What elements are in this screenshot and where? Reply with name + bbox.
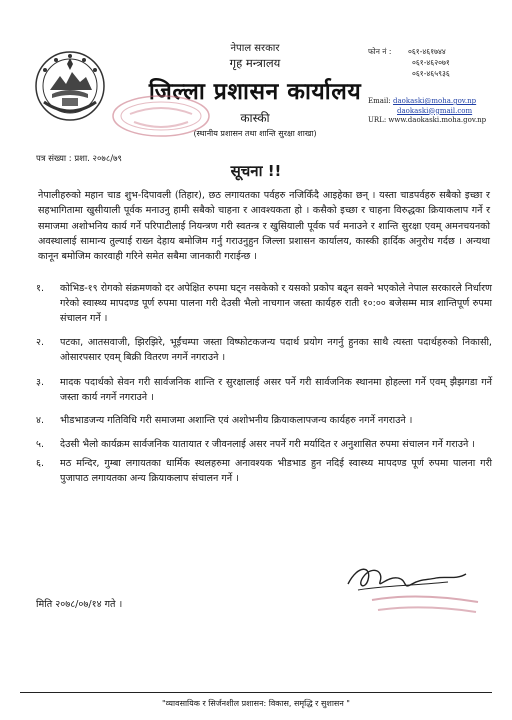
item-text: भीडभाडजन्य गतिविधि गरी समाजमा अशान्ति एवं अशोभनीय क्रियाकलापजन्य कार्यहरु नगर्ने नगराउने । [60, 415, 413, 427]
url-label: URL: [368, 116, 387, 124]
footer-slogan: "व्यावसायिक र सिर्जनशील प्रशासन: विकास, समृद्धि र सुशासन " [162, 699, 350, 708]
item-number: २. [36, 336, 45, 348]
item-number: ४. [36, 415, 45, 427]
item-number: ५. [36, 438, 45, 450]
list-item [36, 413, 492, 428]
footer-divider [20, 692, 492, 693]
nepal-emblem-icon [34, 50, 106, 122]
officer-signature-icon [338, 556, 488, 616]
instruction-list [36, 281, 492, 486]
phone-3: ०६१-४६५९३६ [412, 69, 450, 78]
office-name: जिल्ला प्रशासन कार्यालय [148, 79, 362, 105]
item-text: पटका, आतसवाजी, झिरझिरे, भूईंचम्पा जस्ता विष्फोटकजन्य पदार्थ प्रयोग नगर्नु हुनका साथै त्यस्ता पदार्थहरुको निकासी, ओसारपसार एवम् बिक्री वितरण नगर्ने नगराउने । [60, 336, 492, 363]
phone-1: ०६१-४६१७४४ [408, 47, 446, 56]
item-text: कोभिड-१९ रोगको संक्रमणको दर अपेक्षित रुपमा घट्न नसकेको र यसको प्रकोप बढ्न सक्ने भएकोले नेपाल सरकारले निर्धारण गरेको स्वास्थ्य मापदण्ड पूर्ण रुपमा पालना गरी देउसी भैलो नाचगान जस्ता कार्यहरु राती १०:०० बजेसम्म मात्र शान्तिपूर्ण रुपमा संचालन गर्ने । [60, 283, 492, 325]
contact-info [368, 46, 508, 126]
government-name: नेपाल सरकार [230, 43, 280, 54]
item-text: देउसी भैलो कार्यक्रम सार्वजनिक यातायात र जीवनलाई असर नपर्ने गरी मर्यादित र अनुशासित रुपमा संचालन गर्ने गराउने । [60, 438, 475, 450]
district-name: कास्की [240, 111, 270, 125]
list-item [36, 375, 492, 405]
section-name: (स्थानीय प्रशासन तथा शान्ति सुरक्षा शाखा) [193, 129, 317, 138]
reference-number: पत्र संख्या : प्रशा. २०७८/७९ [36, 154, 122, 164]
item-text: मठ मन्दिर, गुम्बा लगायतका धार्मिक स्थलहरुमा अनावश्यक भीडभाड हुन नदिई स्वास्थ्य मापदण्ड पूर्ण रुपमा पालना गरी पुजापाठ लगायतका अन्य क्रियाकलाप संचालन गर्ने । [60, 457, 492, 485]
email-link-2[interactable]: daokaski@gmail.com [397, 106, 473, 115]
notice-title: सूचना !! [230, 162, 282, 180]
website-url[interactable]: www.daokaski.moha.gov.np [388, 116, 487, 124]
item-number: १. [36, 283, 45, 294]
list-item [36, 437, 492, 452]
list-item [36, 335, 492, 365]
item-number: ६. [36, 457, 45, 469]
office-stamp-icon [108, 92, 214, 140]
intro-paragraph: नेपालीहरुको महान चाड शुभ-दिपावली (तिहार), छठ लगायतका पर्वहरु नजिकिँदै आइहेका छन् । यस्ता चाडपर्वहरु सबैको इच्छा र सहभागितामा खुसीयाली पूर्वक मनाउनु हामी सबैको चाहना र आवश्यकता हो । कसैको इच्छा र चाहना विरुद्धका क्रियाकलाप गर्ने र समाजमा अशोभनिय कार्य गर्ने परिपाटीलाई नियन्त्रण गरी स्वतन्त्र र खुसियाली पूर्वक पर्व मनाउने र शान्ति सुरक्षा एवम् अमनचयनको अवस्थालाई सामान्य तुल्याई राख्न देहाय बमोजिम गर्नु गराउनुहुन जिल्ला प्रशासन कार्यालय, कास्की हार्दिक अनुरोध गर्दछ । अन्यथा कानून बमोजिम कारवाही गरिने समेत सबैमा जानकारी गराईन्छ । [38, 190, 490, 263]
ministry-name: गृह मन्त्रालय [229, 56, 281, 70]
phone-2: ०६१-४६२०७१ [412, 58, 450, 67]
email-link-1[interactable]: daokaski@moha.gov.np [393, 97, 477, 105]
list-item [36, 456, 492, 486]
item-text: मादक पदार्थको सेवन गरी सार्वजनिक शान्ति र सुरक्षालाई असर पर्ने गरी सार्वजनिक स्थानमा होहल्ला गर्ने एवम् झैझगडा गर्ने जस्ता कार्य नगर्ने नगराउने । [60, 377, 492, 404]
list-item [36, 281, 492, 327]
phone-label: फोन नं : [368, 47, 392, 56]
email-label: Email: [368, 97, 391, 105]
item-number: ३. [36, 377, 45, 389]
notice-date: मिति २०७८/०७/१४ गते । [36, 599, 123, 610]
